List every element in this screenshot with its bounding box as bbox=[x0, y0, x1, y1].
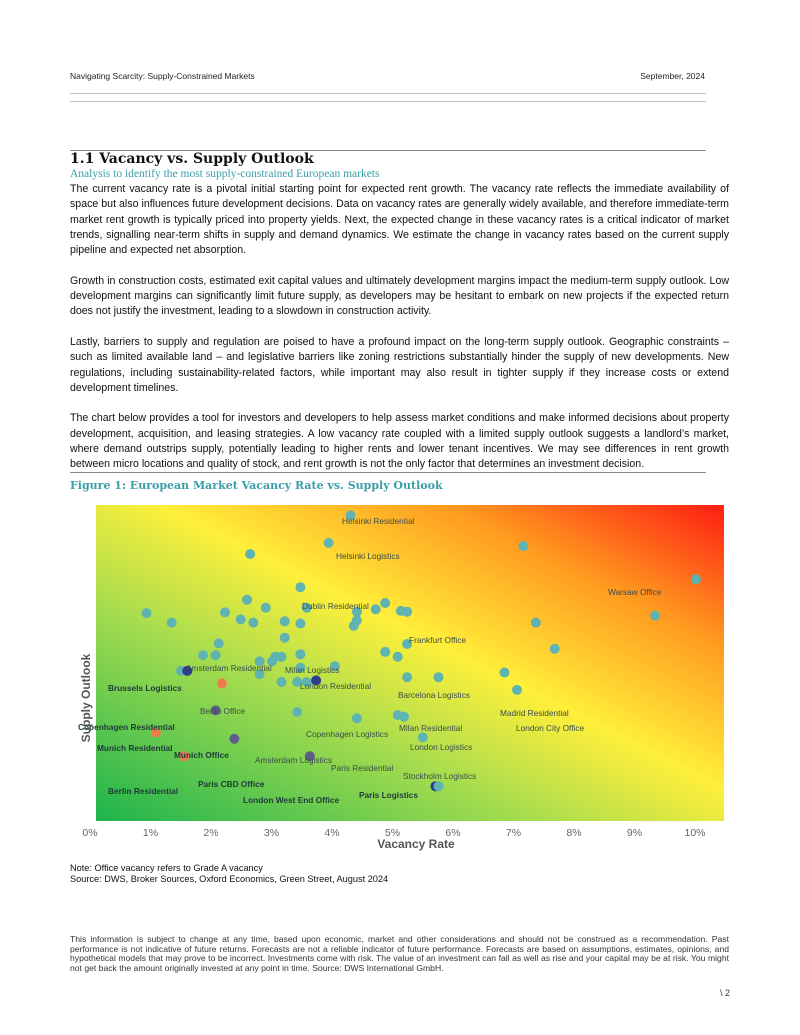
point-label: London City Office bbox=[516, 723, 585, 733]
data-point bbox=[292, 707, 302, 717]
data-point bbox=[380, 598, 390, 608]
data-point bbox=[396, 606, 406, 616]
figure-source: Source: DWS, Broker Sources, Oxford Economics, Green Street, August 2024 bbox=[70, 873, 389, 884]
x-tick-label: 8% bbox=[566, 827, 582, 839]
point-label: Copenhagen Residential bbox=[78, 722, 175, 732]
data-point bbox=[280, 616, 290, 626]
data-point bbox=[236, 614, 246, 624]
point-label: Paris Residential bbox=[331, 763, 394, 773]
data-point bbox=[434, 672, 444, 682]
x-tick-label: 0% bbox=[82, 827, 98, 839]
data-point bbox=[261, 603, 271, 613]
data-point bbox=[402, 672, 412, 682]
point-label: Berlin Residential bbox=[108, 786, 179, 796]
x-tick-label: 4% bbox=[324, 827, 340, 839]
data-point bbox=[214, 638, 224, 648]
point-label: Berlin Office bbox=[200, 706, 246, 716]
x-axis-label: Vacancy Rate bbox=[377, 837, 455, 851]
figure-rule bbox=[70, 472, 706, 473]
data-point bbox=[277, 652, 287, 662]
data-point bbox=[280, 633, 290, 643]
point-label: Barcelona Logistics bbox=[398, 690, 470, 700]
point-label: Stockholm Logistics bbox=[403, 771, 477, 781]
data-point bbox=[142, 608, 152, 618]
x-tick-label: 1% bbox=[142, 827, 159, 839]
data-point bbox=[380, 647, 390, 657]
scatter-chart bbox=[70, 498, 730, 858]
section-subheading: Analysis to identify the most supply-constrained European markets bbox=[70, 168, 380, 180]
point-label: London Residential bbox=[300, 681, 372, 691]
header-rule-top bbox=[70, 93, 706, 94]
data-point bbox=[518, 541, 528, 551]
x-tick-label: 2% bbox=[203, 827, 219, 839]
figure-note: Note: Office vacancy refers to Grade A vacancy bbox=[70, 863, 263, 873]
body-text bbox=[70, 182, 729, 488]
data-point bbox=[349, 621, 359, 631]
point-label: Munich Office bbox=[174, 750, 229, 760]
data-point bbox=[217, 679, 227, 689]
x-tick-label: 10% bbox=[684, 827, 706, 839]
document-title: Navigating Scarcity: Supply-Constrained Markets bbox=[70, 71, 255, 81]
point-label: Brussels Logistics bbox=[108, 683, 182, 693]
document-date: September, 2024 bbox=[640, 71, 705, 81]
paragraph: The current vacancy rate is a pivotal initial starting point for expected rent growth. The vacancy rate reflects the immediate availability of space but also influences future development decisions. Data on vacancy rates are generally widely available, and therefore immediate-term market rent growth is typically priced into property yields. Next, the expected change in these vacancy rates is a critical indicator of market trends, signalling near-term shifts in supply and demand dynamics. We estimate the change in vacancy rates based on the current supply pipeline and expected net absorption. bbox=[70, 183, 729, 257]
point-label: Copenhagen Logistics bbox=[306, 729, 389, 739]
data-point bbox=[531, 618, 541, 628]
disclaimer: This information is subject to change at any time, based upon economic, market and other considerations and should not be construed as a recommendation. Past performance is not indicative of future returns. Forecasts are not a reliable indicator of future performance. Forecasts are based on assumptions, estimates, opinions, and hypothetical models that may prove to be incorrect. Investments come with risk. The value of an investment can fall as well as rise and your capital may be at risk. You might not get back the amount originally invested at any point in time. Source: DWS International GmbH. bbox=[70, 934, 729, 973]
data-point bbox=[277, 677, 287, 687]
data-point bbox=[229, 734, 239, 744]
data-point bbox=[198, 650, 208, 660]
data-point bbox=[324, 538, 334, 548]
point-label: Milan Logistics bbox=[285, 665, 340, 675]
page-number: \ 2 bbox=[719, 988, 730, 998]
data-point bbox=[211, 650, 221, 660]
data-point bbox=[399, 712, 409, 722]
x-tick-label: 5% bbox=[384, 827, 401, 839]
point-label: Paris Logistics bbox=[359, 790, 419, 800]
figure-title: Figure 1: European Market Vacancy Rate vs. Supply Outlook bbox=[70, 479, 443, 492]
point-label: Frankfurt Office bbox=[409, 635, 467, 645]
data-point bbox=[418, 732, 428, 742]
point-label: Milan Residential bbox=[399, 723, 463, 733]
x-tick-label: 3% bbox=[263, 827, 280, 839]
section-heading: 1.1 Vacancy vs. Supply Outlook bbox=[70, 151, 314, 167]
figure-notes bbox=[70, 863, 388, 884]
data-point bbox=[371, 604, 381, 614]
point-label: Amsterdam Logistics bbox=[255, 755, 333, 765]
data-point bbox=[352, 713, 362, 723]
point-label: Munich Residential bbox=[97, 743, 173, 753]
data-point bbox=[500, 668, 510, 678]
data-point bbox=[691, 574, 701, 584]
paragraph: The chart below provides a tool for investors and developers to help assess market conditions and make informed decisions about property development, acquisition, and leasing strategies. A low vacancy rate coupled with a limited supply outlook suggests a landlord’s market, where demand outstrips supply, potentially leading to higher rents and lower tenant incentives. We may see differences in rent growth between micro locations and quality of stock, and rent growth is not the only factor that determines an investment decision. bbox=[70, 412, 729, 471]
data-point bbox=[295, 582, 305, 592]
data-point bbox=[512, 685, 522, 695]
x-tick-label: 6% bbox=[445, 827, 461, 839]
x-tick-label: 9% bbox=[626, 827, 643, 839]
data-point bbox=[242, 595, 252, 605]
data-point bbox=[220, 607, 230, 617]
point-label: Helsinki Logistics bbox=[336, 551, 400, 561]
data-point bbox=[295, 619, 305, 629]
paragraph: Lastly, barriers to supply and regulation are poised to have a profound impact on the long-term supply outlook. Geographic constraints – such as limited available land – and legislative barriers like zoning restrictions substantially hinder the supply of new developments. New regulations, including sustainability-related factors, while important may also result in tighter supply if they increase costs or extend development timelines. bbox=[70, 335, 729, 394]
header-rule-bottom bbox=[70, 101, 706, 102]
point-label: Amsterdam Residential bbox=[186, 663, 272, 673]
data-point bbox=[245, 549, 255, 559]
y-axis-label: Supply Outlook bbox=[79, 653, 93, 743]
data-point bbox=[295, 649, 305, 659]
data-point bbox=[393, 652, 403, 662]
point-label: London Logistics bbox=[410, 742, 473, 752]
data-point bbox=[650, 611, 660, 621]
point-label: Warsaw Office bbox=[608, 587, 662, 597]
data-point bbox=[434, 781, 444, 791]
point-label: Helsinki Residential bbox=[342, 516, 415, 526]
data-point bbox=[248, 618, 258, 628]
x-tick-label: 7% bbox=[505, 827, 522, 839]
data-point bbox=[550, 644, 560, 654]
paragraph: Growth in construction costs, estimated exit capital values and ultimately development margins impact the medium-term supply outlook. Low development margins can significantly limit future supply, as developers may be hesitant to embark on new projects if the expected return does not justify the investment, leading to a slowdown in construction activity. bbox=[70, 274, 729, 318]
point-label: Madrid Residential bbox=[500, 708, 569, 718]
point-label: Dublin Residential bbox=[302, 601, 369, 611]
data-point bbox=[167, 618, 177, 628]
point-label: Paris CBD Office bbox=[198, 779, 265, 789]
point-label: London West End Office bbox=[243, 795, 340, 805]
